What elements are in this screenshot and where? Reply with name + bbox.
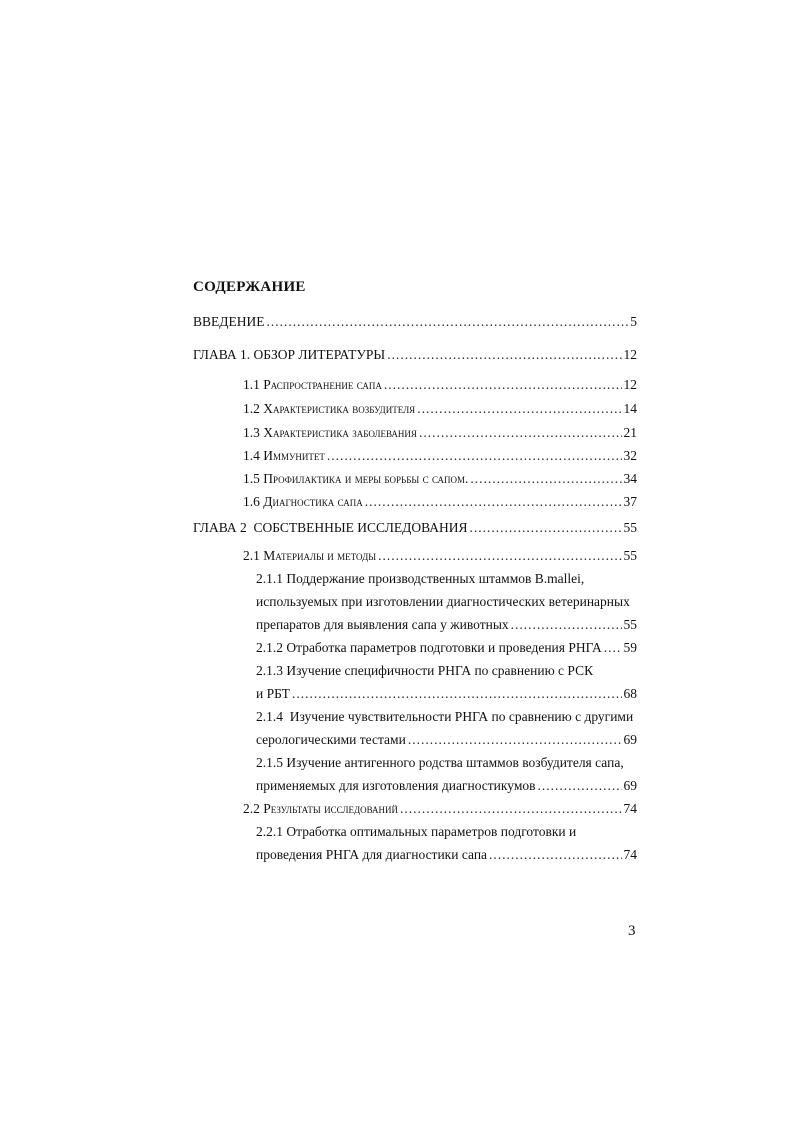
toc-entry-1-3[interactable] (243, 424, 637, 442)
toc-entry-2-1-5-line-1: 2.1.5 Изучение антигенного родства штаммов возбудителя сапа, (256, 755, 624, 770)
toc-entry-page: 34 (623, 471, 637, 486)
toc-entry-label: и РБТ (256, 686, 290, 701)
toc-leader-dots (538, 777, 622, 795)
toc-entry-page: 69 (623, 732, 637, 747)
toc-entry-page: 21 (623, 425, 637, 440)
toc-entry-label: 1.3 Характеристика заболевания (243, 425, 417, 440)
toc-leader-dots (408, 731, 622, 749)
toc-leader-dots (489, 846, 621, 864)
toc-leader-dots (469, 519, 621, 537)
toc-entry-2-1-4-line-1: 2.1.4 Изучение чувствительности РНГА по сравнению с другими (256, 709, 634, 724)
toc-entry-page: 74 (623, 801, 637, 816)
toc-leader-dots (400, 800, 621, 818)
toc-entry-2-1-3-line-1: 2.1.3 Изучение специфичности РНГА по сравнению с РСК (256, 663, 594, 678)
page-number: 3 (628, 923, 636, 939)
toc-entry-label: 2.1 Материалы и методы (243, 548, 377, 563)
toc-entry-2-1-1[interactable] (256, 616, 637, 634)
toc-entry-label: 1.4 Иммунитет (243, 448, 325, 463)
toc-entry-introduction[interactable] (193, 313, 637, 331)
toc-entry-label: 2.2 Результаты исследований (243, 801, 399, 816)
toc-leader-dots (419, 424, 622, 442)
toc-leader-dots (470, 470, 621, 488)
toc-entry-1-2[interactable] (243, 400, 637, 418)
toc-entry-label: 1.2 Характеристика возбудителя (243, 401, 416, 416)
toc-entry-page: 68 (623, 686, 637, 701)
toc-entry-chapter-1[interactable] (193, 346, 637, 364)
toc-entry-page: 12 (623, 347, 637, 362)
toc-entry-page: 32 (623, 448, 637, 463)
toc-entry-label: 1.6 Диагностика сапа (243, 494, 363, 509)
toc-leader-dots (378, 547, 621, 565)
toc-entry-page: 12 (623, 377, 637, 392)
toc-entry-2-2-1-line-1: 2.2.1 Отработка оптимальных параметров подготовки и (256, 824, 577, 839)
toc-entry-label: 2.1.2 Отработка параметров подготовки и проведения РНГА (256, 640, 602, 655)
toc-leader-dots (604, 639, 622, 657)
toc-entry-page: 69 (623, 778, 637, 793)
toc-entry-2-2-1[interactable] (256, 846, 637, 864)
toc-entry-1-6[interactable] (243, 493, 637, 511)
toc-entry-page: 37 (623, 494, 637, 509)
toc-entry-1-5[interactable] (243, 470, 637, 488)
toc-entry-2-1-5[interactable] (256, 777, 637, 795)
toc-entry-label: 1.1 Распространение сапа (243, 377, 382, 392)
toc-entry-2-1-3[interactable] (256, 685, 637, 703)
toc-entry-page: 59 (623, 640, 637, 655)
toc-entry-2-2[interactable] (243, 800, 637, 818)
toc-entry-2-1[interactable] (243, 547, 637, 565)
toc-entry-label: ВВЕДЕНИЕ (193, 314, 265, 329)
toc-leader-dots (292, 685, 622, 703)
toc-entry-label: применяемых для изготовления диагностикумов (256, 778, 536, 793)
toc-entry-page: 55 (623, 617, 637, 632)
toc-entry-2-1-1-line-2: используемых при изготовлении диагностических ветеринарных (256, 594, 630, 609)
toc-entry-page: 74 (623, 847, 637, 862)
toc-entry-label: ГЛАВА 2 СОБСТВЕННЫЕ ИССЛЕДОВАНИЯ (193, 520, 468, 535)
toc-entry-1-1[interactable] (243, 376, 637, 394)
toc-entry-1-4[interactable] (243, 447, 637, 465)
toc-entry-2-1-4[interactable] (256, 731, 637, 749)
toc-entry-label: ГЛАВА 1. ОБЗОР ЛИТЕРАТУРЫ (193, 347, 386, 362)
toc-leader-dots (327, 447, 622, 465)
toc-entry-label: серологическими тестами (256, 732, 406, 747)
page-title: СОДЕРЖАНИЕ (193, 279, 306, 295)
toc-entry-2-1-1-line-1: 2.1.1 Поддержание производственных штаммов B.mallei, (256, 571, 585, 586)
toc-entry-chapter-2[interactable] (193, 519, 637, 537)
toc-leader-dots (365, 493, 622, 511)
toc-entry-2-1-2[interactable] (256, 639, 637, 657)
toc-entry-label: 1.5 Профилактика и меры борьбы с сапом. (243, 471, 469, 486)
toc-leader-dots (266, 313, 628, 331)
toc-leader-dots (511, 616, 622, 634)
toc-entry-page: 55 (623, 548, 637, 563)
toc-entry-page: 5 (630, 314, 637, 329)
toc-entry-label: проведения РНГА для диагностики сапа (256, 847, 488, 862)
toc-entry-page: 14 (623, 401, 637, 416)
toc-leader-dots (417, 400, 621, 418)
toc-leader-dots (387, 346, 621, 364)
toc-leader-dots (384, 376, 622, 394)
toc-entry-label: препаратов для выявления сапа у животных (256, 617, 509, 632)
toc-entry-page: 55 (623, 520, 637, 535)
